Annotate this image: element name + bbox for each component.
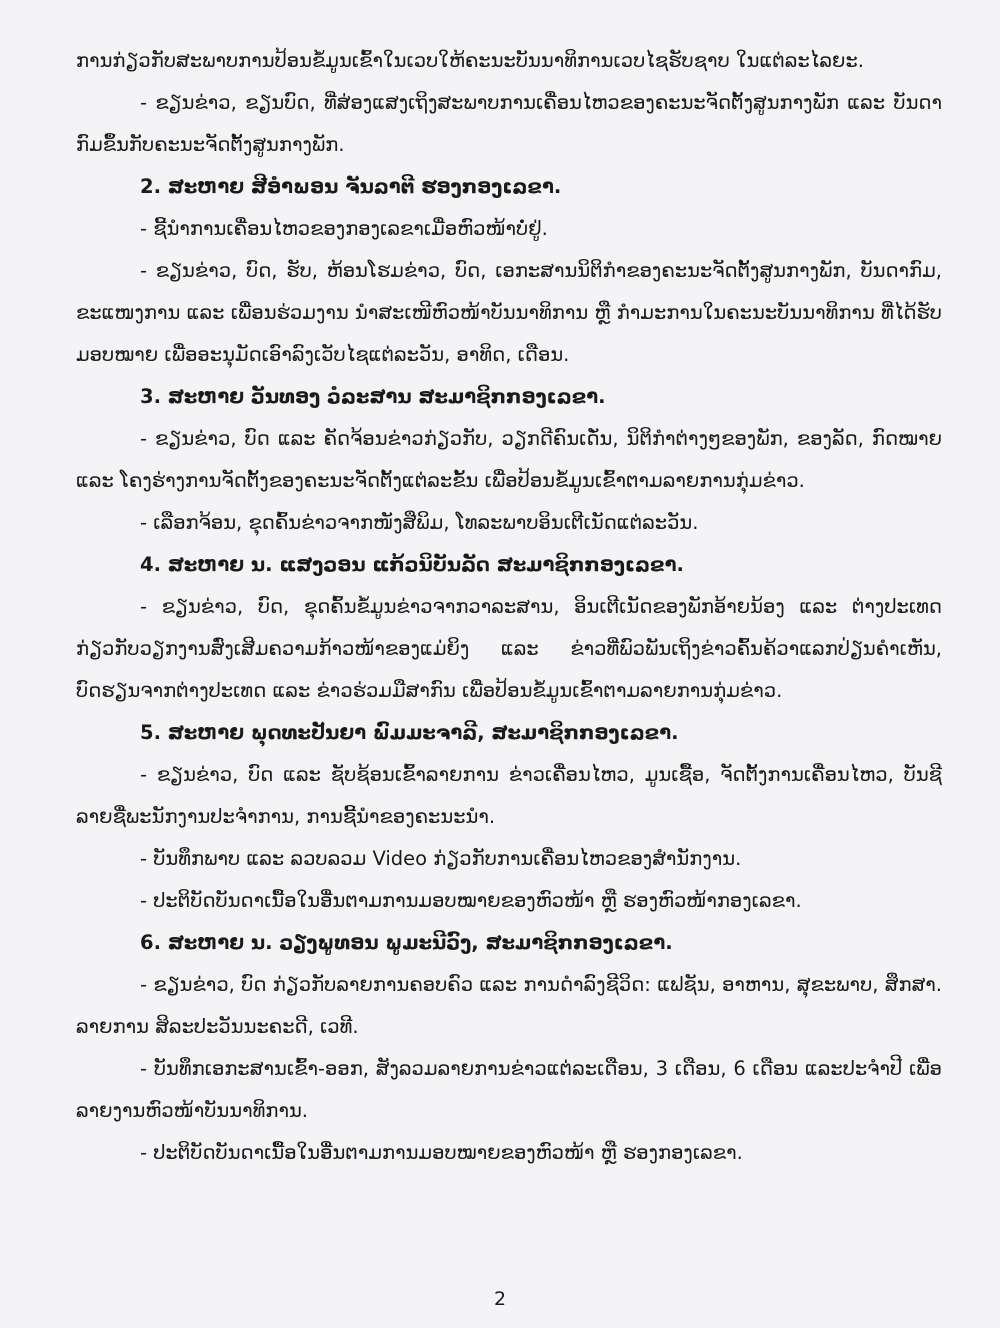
bullet-item: - ຂຽນຂ່າວ, ບົດ ແລະ ຊັບຊ້ອນເຂົ້າລາຍການ ຂ່າວເຄື່ອນໄຫວ, ມູນເຊື້ອ, ຈັດຕັ້ງການເຄື່ອນໄຫວ, ບັນຊີລາຍຊື່ພະນັກງານປະຈຳການ, ການຊີ້ນຳຂອງຄະນະນຳ. — [76, 763, 942, 828]
bullet-item: - ປະຕິບັດບັນດາເນື້ອໃນອື່ນຕາມການມອບໝາຍຂອງຫົວໜ້າ ຫຼື ຮອງກອງເລຂາ. — [140, 1141, 743, 1164]
section-heading-4: 4. ສະຫາຍ ນ. ແສງວອນ ແກ້ວນິບັນລັດ ສະມາຊິກກອງເລຂາ. — [140, 553, 684, 576]
section-heading-2: 2. ສະຫາຍ ສີອຳພອນ ຈັນລາຕີ ຮອງກອງເລຂາ. — [140, 175, 562, 198]
section-heading-5: 5. ສະຫາຍ ພຸດທະປັນຍາ ພົມມະຈາລີ, ສະມາຊິກກອງເລຂາ. — [140, 721, 679, 744]
bullet-item: - ຂຽນຂ່າວ, ບົດ ແລະ ຄັດຈ້ອນຂ່າວກ່ຽວກັບ, ວຽກດີຄົນເດັ່ນ, ນິຕິກຳຕ່າງໆຂອງພັກ, ຂອງລັດ, ກົດໝາຍ ແລະ ໂຄງຮ່າງການຈັດຕັ້ງຂອງຄະນະຈັດຕັ້ງແຕ່ລະຂັ້ນ ເພື່ອປ້ອນຂໍ້ມູນເຂົ້າຕາມລາຍການກຸ່ມຂ່າວ. — [76, 427, 942, 492]
section-heading-3: 3. ສະຫາຍ ວັນທອງ ວໍລະສານ ສະມາຊິກກອງເລຂາ. — [140, 385, 606, 408]
bullet-item: - ເລືອກຈ້ອນ, ຂຸດຄົ້ນຂ່າວຈາກໜັງສືພິມ, ໂທລະພາບອິນເຕີເນັດແຕ່ລະວັນ. — [140, 511, 699, 534]
bullet-item: - ຂຽນຂ່າວ, ບົດ, ຮັບ, ຫ້ອນໂຮມຂ່າວ, ບົດ, ເອກະສານນິຕິກຳຂອງຄະນະຈັດຕັ້ງສູນກາງພັກ, ບັນດາກົມ, ຂະແໜງການ ແລະ ເພື່ອນຮ່ວມງານ ນຳສະເໜີຫົວໜ້າບັນນາທິການ ຫຼື ກຳມະການໃນຄະນະບັນນາທິການ ທີ່ໄດ້ຮັບມອບໝາຍ ເພື່ອອະນຸມັດເອົາລົງເວັບໄຊແຕ່ລະວັນ, ອາທິດ, ເດືອນ. — [76, 259, 942, 366]
bullet-item: - ຂຽນຂ່າວ, ຂຽນບົດ, ທີ່ສ່ອງແສງເຖິງສະພາບການເຄື່ອນໄຫວຂອງຄະນະຈັດຕັ້ງສູນກາງພັກ ແລະ ບັນດາກົມຂຶ້ນກັບຄະນະຈັດຕັ້ງສູນກາງພັກ. — [76, 91, 942, 156]
bullet-item: - ບັນທຶກເອກະສານເຂົ້າ-ອອກ, ສັງລວມລາຍການຂ່າວແຕ່ລະເດືອນ, 3 ເດືອນ, 6 ເດືອນ ແລະປະຈຳປີ ເພື່ອລາຍງານຫົວໜ້າບັນນາທິການ. — [76, 1057, 942, 1122]
bullet-item: - ຊີ້ນຳການເຄື່ອນໄຫວຂອງກອງເລຂາເມື່ອຫົວໜ້າບໍ່ຢູ່. — [140, 217, 548, 240]
bullet-item: - ປະຕິບັດບັນດາເນື້ອໃນອື່ນຕາມການມອບໝາຍຂອງຫົວໜ້າ ຫຼື ຮອງຫົວໜ້າກອງເລຂາ. — [140, 889, 802, 912]
paragraph-continuation: ການກ່ຽວກັບສະພາບການປ້ອນຂໍ້ມູນເຂົ້າໃນເວບໃຫ້ຄະນະບັນນາທິການເວບໄຊຮັບຊາບ ໃນແຕ່ລະໄລຍະ. — [76, 49, 864, 72]
bullet-item: - ຂຽນຂ່າວ, ບົດ ກ່ຽວກັບລາຍການຄອບຄົວ ແລະ ການດຳລົງຊີວິດ: ແຟຊັນ, ອາຫານ, ສຸຂະພາບ, ສຶກສາ. ລາຍການ ສິລະປະວັນນະຄະດີ, ເວທີ. — [76, 973, 942, 1038]
page-number: 2 — [493, 1288, 507, 1310]
bullet-item: - ຂຽນຂ່າວ, ບົດ, ຂຸດຄົ້ນຂໍ້ມູນຂ່າວຈາກວາລະສານ, ອິນເຕີເນັດຂອງພັກອ້າຍນ້ອງ ແລະ ຕ່າງປະເທດກ່ຽວກັບວຽກງານສົ່ງເສີມຄວາມກ້າວໜ້າຂອງແມ່ຍິງ ແລະ ຂ່າວທີ່ພົວພັນເຖິງຂ່າວຄົ້ນຄ້ວາແລກປ່ຽນຄຳເຫັນ, ບົດຮຽນຈາກຕ່າງປະເທດ ແລະ ຂ່າວຮ່ວມມືສາກົນ ເພື່ອປ້ອນຂໍ້ມູນເຂົ້າຕາມລາຍການກຸ່ມຂ່າວ. — [76, 595, 942, 702]
section-heading-6: 6. ສະຫາຍ ນ. ວຽງພູທອນ ພູມະນີວົງ, ສະມາຊິກກອງເລຂາ. — [140, 931, 673, 954]
bullet-item: - ບັນທຶກພາບ ແລະ ລວບລວມ Video ກ່ຽວກັບການເຄື່ອນໄຫວຂອງສຳນັກງານ. — [140, 847, 742, 870]
